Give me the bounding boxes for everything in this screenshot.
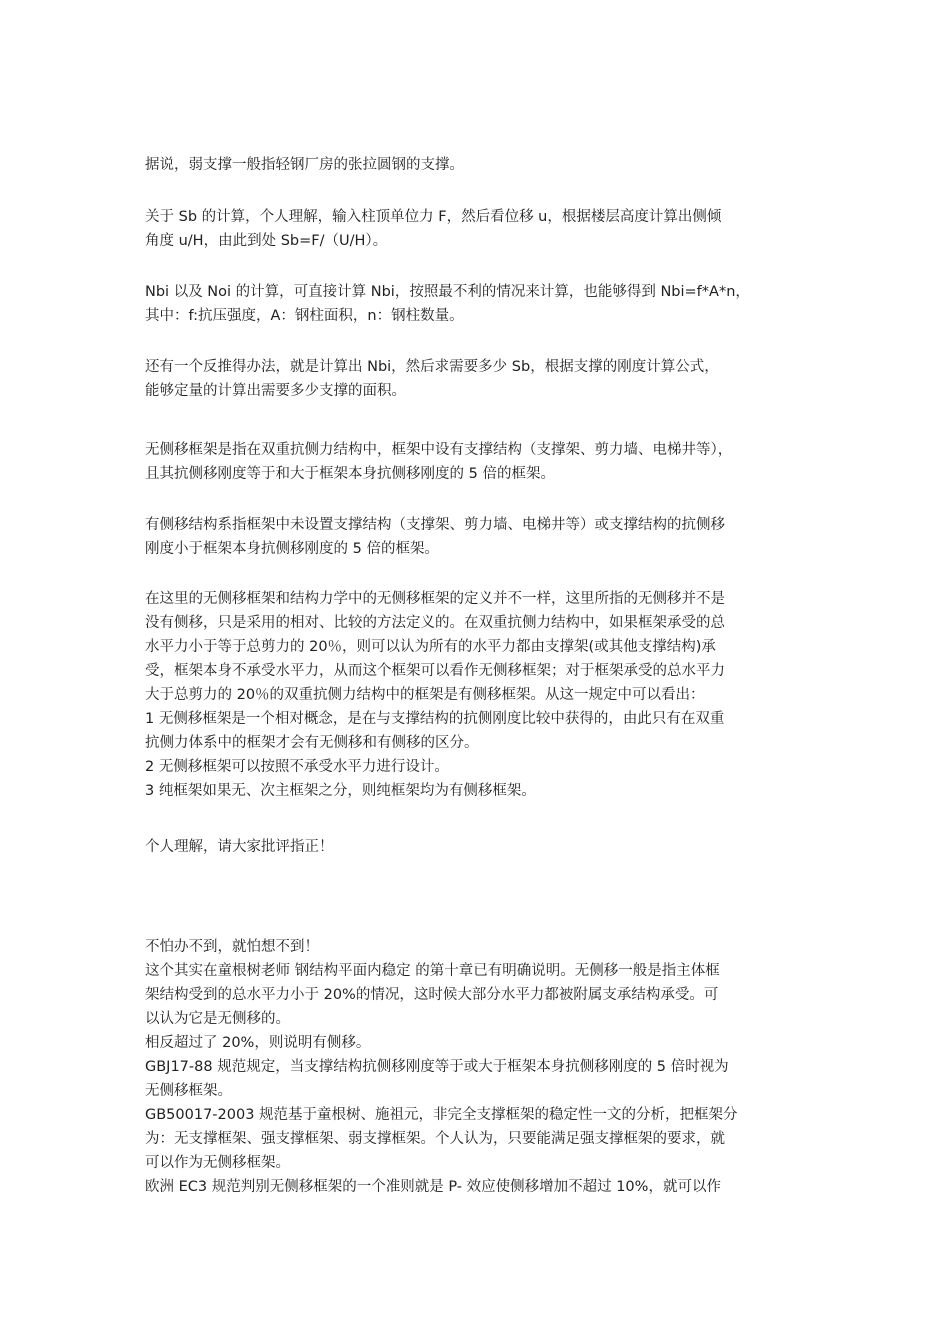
text-line: 为：无支撑框架、强支撑框架、弱支撑框架。个人认为，只要能满足强支撑框架的要求，就 [145, 1131, 725, 1147]
text-line: 以认为它是无侧移的。 [145, 1011, 290, 1027]
text-line: GB50017-2003 规范基于童根树、施祖元，非完全支撑框架的稳定性一文的分析，把框架分 [145, 1107, 738, 1123]
paragraph-reverse-method [145, 355, 810, 403]
paragraph-sb-calculation [145, 205, 810, 253]
paragraph-comparison [145, 587, 810, 803]
text-line: 没有侧移，只是采用的相对、比较的方法定义的。在双重抗侧力结构中，如果框架承受的总 [145, 615, 725, 631]
text-line: 关于 Sb 的计算，个人理解，输入柱顶单位力 F，然后看位移 u，根据楼层高度计算出侧倾 [145, 209, 722, 225]
text-line: 不怕办不到，就怕想不到！ [145, 939, 319, 955]
list-item: 1 无侧移框架是一个相对概念，是在与支撑结构的抗侧刚度比较中获得的，由此只有在双重 [145, 711, 725, 727]
text-line: 还有一个反推得办法，就是计算出 Nbi，然后求需要多少 Sb，根据支撑的刚度计算公式， [145, 359, 719, 375]
text-line: 受，框架本身不承受水平力，从而这个框架可以看作无侧移框架；对于框架承受的总水平力 [145, 663, 725, 679]
text-line: Nbi 以及 Noi 的计算，可直接计算 Nbi，按照最不利的情况来计算，也能够得到 Nbi=f*A*n， [145, 284, 750, 300]
text-line: 无侧移框架是指在双重抗侧力结构中，框架中设有支撑结构（支撑架、剪力墙、电梯井等）， [145, 442, 733, 458]
text-line: 架结构受到的总水平力小于 20%的情况，这时候大部分水平力都被附属支承结构承受。可 [145, 987, 719, 1003]
paragraph-sway-definition [145, 513, 810, 561]
list-item: 2 无侧移框架可以按照不承受水平力进行设计。 [145, 759, 449, 775]
text-line: 大于总剪力的 20％的双重抗侧力结构中的框架是有侧移框架。从这一规定中可以看出： [145, 687, 705, 703]
paragraph-nbi-calculation [145, 280, 810, 328]
text-line: 相反超过了 20%，则说明有侧移。 [145, 1035, 371, 1051]
text-line: 欧洲 EC3 规范判别无侧移框架的一个准则就是 P- 效应使侧移增加不超过 10%，就可以作 [145, 1179, 721, 1195]
text-line: 且其抗侧移刚度等于和大于框架本身抗侧移刚度的 5 倍的框架。 [145, 466, 555, 482]
list-item: 3 纯框架如果无、次主框架之分，则纯框架均为有侧移框架。 [145, 783, 536, 799]
text-line: 抗侧力体系中的框架才会有无侧移和有侧移的区分。 [145, 735, 479, 751]
text-line: GBJ17-88 规范规定，当支撑结构抗侧移刚度等于或大于框架本身抗侧移刚度的 5 倍时视为 [145, 1059, 729, 1075]
text-line: 据说，弱支撑一般指轻钢厂房的张拉圆钢的支撑。 [145, 157, 464, 173]
text-line: 个人理解，请大家批评指正！ [145, 839, 334, 855]
text-line: 角度 u/H，由此到处 Sb=F/（U/H）。 [145, 233, 388, 249]
text-line: 水平力小于等于总剪力的 20％，则可以认为所有的水平力都由支撑架(或其他支撑结构)承 [145, 639, 716, 655]
paragraph-non-sway-definition [145, 438, 810, 486]
paragraph-closing-remark [145, 835, 810, 859]
paragraph-reply [145, 935, 810, 1199]
paragraph-weak-bracing [145, 153, 810, 177]
text-line: 其中：f:抗压强度，A：钢柱面积，n：钢柱数量。 [145, 308, 464, 324]
text-line: 无侧移框架。 [145, 1083, 232, 1099]
text-line: 可以作为无侧移框架。 [145, 1155, 290, 1171]
text-line: 这个其实在童根树老师 钢结构平面内稳定 的第十章已有明确说明。无侧移一般是指主体框 [145, 963, 720, 979]
text-line: 在这里的无侧移框架和结构力学中的无侧移框架的定义并不一样，这里所指的无侧移并不是 [145, 591, 725, 607]
text-line: 刚度小于框架本身抗侧移刚度的 5 倍的框架。 [145, 541, 439, 557]
text-line: 有侧移结构系指框架中未设置支撑结构（支撑架、剪力墙、电梯井等）或支撑结构的抗侧移 [145, 517, 725, 533]
text-line: 能够定量的计算出需要多少支撑的面积。 [145, 383, 406, 399]
